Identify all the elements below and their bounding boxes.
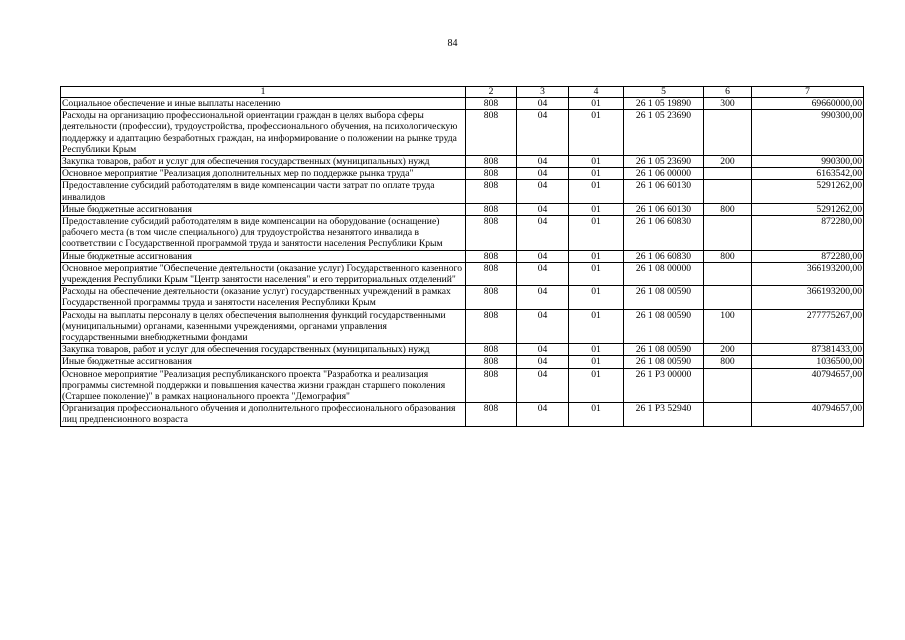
- column-number: 7: [752, 87, 864, 98]
- table-row: [61, 203, 864, 215]
- amount-cell: 872280,00: [752, 250, 864, 262]
- expense-type-cell: [704, 403, 752, 426]
- column-number: 5: [624, 87, 704, 98]
- target-article-cell: 26 1 08 00590: [624, 344, 704, 356]
- amount-cell: 1036500,00: [752, 356, 864, 368]
- admin-code-cell: 808: [466, 344, 517, 356]
- target-article-cell: 26 1 08 00590: [624, 309, 704, 344]
- target-article-cell: 26 1 05 23690: [624, 156, 704, 168]
- section-cell: 04: [517, 309, 569, 344]
- target-article-cell: 26 1 08 00590: [624, 356, 704, 368]
- subsection-cell: 01: [569, 368, 624, 403]
- section-cell: 04: [517, 250, 569, 262]
- row-name-cell: Иные бюджетные ассигнования: [61, 203, 466, 215]
- row-name-cell: Основное мероприятие "Реализация дополнительных мер по поддержке рынка труда": [61, 168, 466, 180]
- subsection-cell: 01: [569, 309, 624, 344]
- column-number: 4: [569, 87, 624, 98]
- table-row: [61, 180, 864, 203]
- target-article-cell: 26 1 06 60830: [624, 216, 704, 251]
- column-number-row: [61, 87, 864, 98]
- row-name-cell: Организация профессионального обучения и дополнительного профессионального образования лиц предпенсионного возраста: [61, 403, 466, 426]
- amount-cell: 6163542,00: [752, 168, 864, 180]
- row-name-cell: Расходы на организацию профессиональной ориентации граждан в целях выбора сферы деятельности (профессии), трудоустройства, профессионального обучения, на психологическую поддержку и адаптацию безработных граждан, на информирование о положении на рынке труда Республики Крым: [61, 110, 466, 156]
- admin-code-cell: 808: [466, 403, 517, 426]
- subsection-cell: 01: [569, 250, 624, 262]
- expense-type-cell: 200: [704, 344, 752, 356]
- table-row: [61, 262, 864, 285]
- subsection-cell: 01: [569, 286, 624, 309]
- section-cell: 04: [517, 216, 569, 251]
- table-row: [61, 309, 864, 344]
- expense-type-cell: [704, 180, 752, 203]
- amount-cell: 5291262,00: [752, 203, 864, 215]
- target-article-cell: 26 1 06 60830: [624, 250, 704, 262]
- column-number: 1: [61, 87, 466, 98]
- expense-type-cell: 800: [704, 250, 752, 262]
- admin-code-cell: 808: [466, 180, 517, 203]
- admin-code-cell: 808: [466, 156, 517, 168]
- section-cell: 04: [517, 403, 569, 426]
- expense-type-cell: [704, 168, 752, 180]
- expense-type-cell: 800: [704, 356, 752, 368]
- table-row: [61, 168, 864, 180]
- amount-cell: 69660000,00: [752, 98, 864, 110]
- amount-cell: 40794657,00: [752, 368, 864, 403]
- section-cell: 04: [517, 98, 569, 110]
- amount-cell: 87381433,00: [752, 344, 864, 356]
- row-name-cell: Иные бюджетные ассигнования: [61, 356, 466, 368]
- admin-code-cell: 808: [466, 262, 517, 285]
- amount-cell: 990300,00: [752, 110, 864, 156]
- amount-cell: 366193200,00: [752, 262, 864, 285]
- table-row: [61, 156, 864, 168]
- subsection-cell: 01: [569, 156, 624, 168]
- admin-code-cell: 808: [466, 98, 517, 110]
- section-cell: 04: [517, 168, 569, 180]
- subsection-cell: 01: [569, 168, 624, 180]
- expense-type-cell: 100: [704, 309, 752, 344]
- expense-type-cell: [704, 216, 752, 251]
- admin-code-cell: 808: [466, 368, 517, 403]
- table-row: [61, 368, 864, 403]
- target-article-cell: 26 1 05 23690: [624, 110, 704, 156]
- column-number: 3: [517, 87, 569, 98]
- column-number: 2: [466, 87, 517, 98]
- subsection-cell: 01: [569, 262, 624, 285]
- target-article-cell: 26 1 P3 00000: [624, 368, 704, 403]
- column-number: 6: [704, 87, 752, 98]
- table-row: [61, 344, 864, 356]
- amount-cell: 990300,00: [752, 156, 864, 168]
- expense-type-cell: 200: [704, 156, 752, 168]
- table-row: [61, 356, 864, 368]
- expense-type-cell: [704, 368, 752, 403]
- subsection-cell: 01: [569, 403, 624, 426]
- subsection-cell: 01: [569, 203, 624, 215]
- amount-cell: 40794657,00: [752, 403, 864, 426]
- section-cell: 04: [517, 286, 569, 309]
- table-row: [61, 403, 864, 426]
- subsection-cell: 01: [569, 356, 624, 368]
- subsection-cell: 01: [569, 180, 624, 203]
- admin-code-cell: 808: [466, 309, 517, 344]
- table-row: [61, 250, 864, 262]
- section-cell: 04: [517, 262, 569, 285]
- section-cell: 04: [517, 156, 569, 168]
- page-number: 84: [447, 38, 458, 49]
- section-cell: 04: [517, 368, 569, 403]
- row-name-cell: Основное мероприятие "Обеспечение деятельности (оказание услуг) Государственного казенного учреждения Республики Крым "Центр занятости населения" и его территориальных отделений": [61, 262, 466, 285]
- subsection-cell: 01: [569, 98, 624, 110]
- expense-type-cell: [704, 110, 752, 156]
- row-name-cell: Расходы на выплаты персоналу в целях обеспечения выполнения функций государственными (муниципальными) органами, казенными учреждениями, органами управления государственными внебюджетными фондами: [61, 309, 466, 344]
- subsection-cell: 01: [569, 216, 624, 251]
- amount-cell: 872280,00: [752, 216, 864, 251]
- row-name-cell: Закупка товаров, работ и услуг для обеспечения государственных (муниципальных) нужд: [61, 156, 466, 168]
- table-row: [61, 98, 864, 110]
- row-name-cell: Расходы на обеспечение деятельности (оказание услуг) государственных учреждений в рамках Государственной программы труда и занятости населения Республики Крым: [61, 286, 466, 309]
- target-article-cell: 26 1 06 60130: [624, 203, 704, 215]
- expense-type-cell: [704, 262, 752, 285]
- table-row: [61, 110, 864, 156]
- section-cell: 04: [517, 110, 569, 156]
- row-name-cell: Основное мероприятие "Реализация республиканского проекта "Разработка и реализация программы системной поддержки и повышения качества жизни граждан старшего поколения (Старшее поколение)" в рамках национального проекта "Демография": [61, 368, 466, 403]
- admin-code-cell: 808: [466, 203, 517, 215]
- budget-table: [60, 86, 864, 427]
- admin-code-cell: 808: [466, 250, 517, 262]
- admin-code-cell: 808: [466, 356, 517, 368]
- section-cell: 04: [517, 180, 569, 203]
- amount-cell: 5291262,00: [752, 180, 864, 203]
- target-article-cell: 26 1 06 00000: [624, 168, 704, 180]
- table-row: [61, 216, 864, 251]
- section-cell: 04: [517, 203, 569, 215]
- target-article-cell: 26 1 05 19890: [624, 98, 704, 110]
- target-article-cell: 26 1 P3 52940: [624, 403, 704, 426]
- subsection-cell: 01: [569, 110, 624, 156]
- admin-code-cell: 808: [466, 110, 517, 156]
- target-article-cell: 26 1 06 60130: [624, 180, 704, 203]
- admin-code-cell: 808: [466, 286, 517, 309]
- target-article-cell: 26 1 08 00590: [624, 286, 704, 309]
- expense-type-cell: [704, 286, 752, 309]
- row-name-cell: Предоставление субсидий работодателям в виде компенсации части затрат по оплате труда инвалидов: [61, 180, 466, 203]
- row-name-cell: Социальное обеспечение и иные выплаты населению: [61, 98, 466, 110]
- expense-type-cell: 800: [704, 203, 752, 215]
- amount-cell: 366193200,00: [752, 286, 864, 309]
- row-name-cell: Закупка товаров, работ и услуг для обеспечения государственных (муниципальных) нужд: [61, 344, 466, 356]
- table-row: [61, 286, 864, 309]
- row-name-cell: Предоставление субсидий работодателям в виде компенсации на оборудование (оснащение) рабочего места (в том числе специального) для трудоустройства незанятого инвалида в соответствии с Государственной программой труда и занятости населения Республики Крым: [61, 216, 466, 251]
- admin-code-cell: 808: [466, 168, 517, 180]
- amount-cell: 277775267,00: [752, 309, 864, 344]
- target-article-cell: 26 1 08 00000: [624, 262, 704, 285]
- section-cell: 04: [517, 356, 569, 368]
- expense-type-cell: 300: [704, 98, 752, 110]
- section-cell: 04: [517, 344, 569, 356]
- admin-code-cell: 808: [466, 216, 517, 251]
- row-name-cell: Иные бюджетные ассигнования: [61, 250, 466, 262]
- subsection-cell: 01: [569, 344, 624, 356]
